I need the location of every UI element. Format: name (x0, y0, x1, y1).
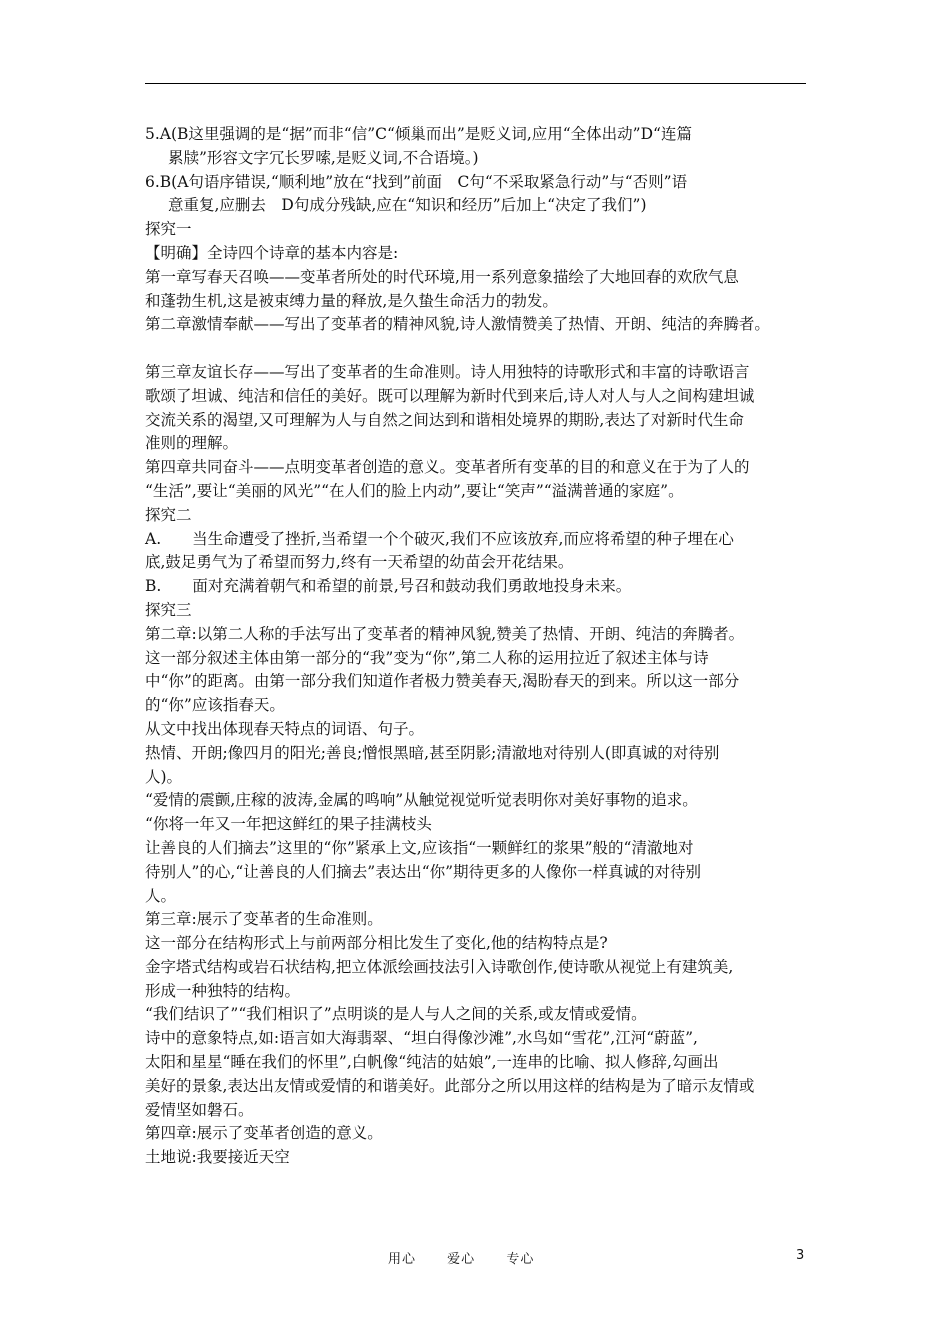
footer-motto (388, 1248, 560, 1267)
text-line: 这一部分叙述主体由第一部分的“我”变为“你”,第二人称的运用拉近了叙述主体与诗 (145, 648, 709, 667)
text-line: 让善良的人们摘去”这里的“你”紧承上文,应该指“一颗鲜红的浆果”般的“清澈地对 (145, 838, 694, 857)
text-line: 和蓬勃生机,这是被束缚力量的释放,是久蛰生命活力的勃发。 (145, 291, 558, 310)
text-line: 诗中的意象特点,如:语言如大海翡翠、“坦白得像沙滩”,水鸟如“雪花”,江河“蔚蓝”, (145, 1029, 698, 1048)
text-line: 土地说:我要接近天空 (145, 1148, 290, 1167)
footer-motto-item: 用心 (388, 1252, 417, 1267)
text-line: 底,鼓足勇气为了希望而努力,终有一天希望的幼苗会开花结果。 (145, 553, 574, 572)
text-line: 的“你”应该指春天。 (145, 696, 285, 715)
text-line: 人。 (145, 886, 177, 905)
text-line: 太阳和星星“睡在我们的怀里”,白帆像“纯洁的姑娘”,一连串的比喻、拟人修辞,勾画出 (145, 1053, 719, 1072)
text-line: 金字塔式结构或岩石状结构,把立体派绘画技法引入诗歌创作,使诗歌从视觉上有建筑美, (145, 957, 734, 976)
text-line: 这一部分在结构形式上与前两部分相比发生了变化,他的结构特点是? (145, 934, 608, 953)
text-line: “你将一年又一年把这鲜红的果子挂满枝头 (145, 815, 432, 834)
text-line: 6.B(A句语序错误,“顺利地”放在“找到”前面 C句“不采取紧急行动”与“否则”语 (145, 172, 688, 191)
text-line: 探究三 (145, 600, 192, 619)
text-line: 5.A(B这里强调的是“据”而非“信”C“倾巢而出”是贬义词,应用“全体出动”D“连篇 (145, 125, 692, 143)
text-line: 第三章友谊长存——写出了变革者的生命准则。诗人用独特的诗歌形式和丰富的诗歌语言 (145, 362, 750, 381)
text-line: 第三章:展示了变革者的生命准则。 (145, 910, 383, 929)
text-line: 第一章写春天召唤——变革者所处的时代环境,用一系列意象描绘了大地回春的欢欣气息 (145, 267, 739, 286)
page-footer (0, 1248, 950, 1268)
text-line: 第二章:以第二人称的手法写出了变革者的精神风貌,赞美了热情、开朗、纯洁的奔腾者。 (145, 624, 745, 643)
document-body (145, 123, 825, 1170)
text-line: “爱情的震颤,庄稼的波涛,金属的鸣响”从触觉视觉听觉表明你对美好事物的追求。 (145, 791, 698, 810)
text-line: 爱情坚如磐石。 (145, 1100, 254, 1119)
text-line: 第四章共同奋斗——点明变革者创造的意义。变革者所有变革的目的和意义在于为了人的 (145, 458, 750, 477)
text-line: 【明确】全诗四个诗章的基本内容是: (145, 243, 399, 262)
text-line: 从文中找出体现春天特点的词语、句子。 (145, 719, 425, 738)
text-line: 形成一种独特的结构。 (145, 981, 301, 1000)
text-line: 热情、开朗;像四月的阳光;善良;憎恨黑暗,甚至阴影;清澈地对待别人(即真诚的对待别 (145, 743, 720, 762)
text-line: “生活”,要让“美丽的风光”“在人们的脸上内动”,要让“笑声”“溢满普通的家庭”。 (145, 481, 684, 500)
text-line: 探究二 (145, 505, 192, 524)
text-line: 探究一 (145, 220, 192, 239)
text-line: 准则的理解。 (145, 434, 239, 453)
text-line: A. 当生命遭受了挫折,当希望一个个破灭,我们不应该放弃,而应将希望的种子埋在心 (145, 529, 734, 548)
header-rule (145, 83, 806, 84)
text-line: B. 面对充满着朝气和希望的前景,号召和鼓动我们勇敢地投身未来。 (145, 577, 632, 596)
footer-motto-item: 爱心 (447, 1252, 476, 1267)
text-line: 待别人”的心,“让善良的人们摘去”表达出“你”期待更多的人像你一样真诚的对待别 (145, 862, 702, 881)
text-line: 累牍”形容文字冗长罗嗦,是贬义词,不合语境。) (168, 148, 479, 167)
text-line: 人)。 (145, 767, 183, 786)
text-line: 歌颂了坦诚、纯洁和信任的美好。既可以理解为新时代到来后,诗人对人与人之间构建坦诚 (145, 386, 755, 405)
text-line: 第二章激情奉献——写出了变革者的精神风貌,诗人激情赞美了热情、开朗、纯洁的奔腾者。 (145, 315, 770, 334)
text-line: 意重复,应删去 D句成分残缺,应在“知识和经历”后加上“决定了我们”) (168, 196, 647, 215)
text-line: 交流关系的渴望,又可理解为人与自然之间达到和谐相处境界的期盼,表达了对新时代生命 (145, 410, 744, 429)
text-line: “我们结识了”“我们相识了”点明谈的是人与人之间的关系,或友情或爱情。 (145, 1005, 647, 1024)
text-line: 第四章:展示了变革者创造的意义。 (145, 1124, 383, 1143)
blank-line (145, 337, 825, 361)
footer-motto-item: 专心 (506, 1252, 535, 1267)
text-line: 美好的景象,表达出友情或爱情的和谐美好。此部分之所以用这样的结构是为了暗示友情或 (145, 1076, 755, 1095)
page-number: 3 (796, 1248, 805, 1263)
text-line: 中“你”的距离。由第一部分我们知道作者极力赞美春天,渴盼春天的到来。所以这一部分 (145, 672, 740, 691)
